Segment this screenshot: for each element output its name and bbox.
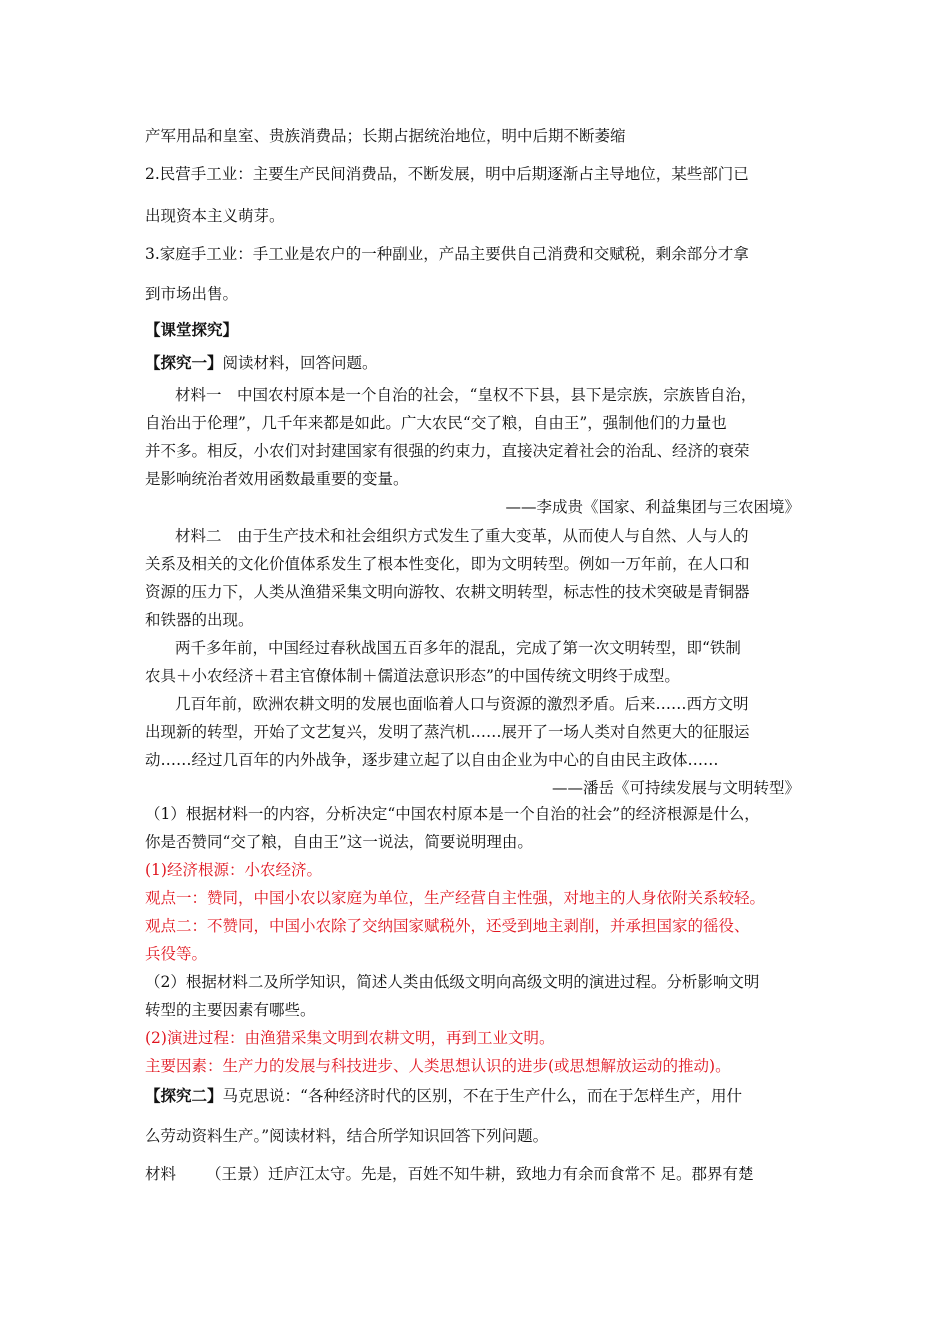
material-one-line: 材料一 中国农村原本是一个自治的社会，“皇权不下县，县下是宗族，宗族皆自治， (175, 386, 757, 404)
material-two-line: 关系及相关的文化价值体系发生了根本性变化，即为文明转型。例如一万年前，在人口和 (145, 555, 750, 573)
material-three-label: 材料 (145, 1165, 177, 1183)
inquiry-two-heading (145, 1086, 742, 1106)
material-one-line: 是影响统治者效用函数最重要的变量。 (145, 470, 409, 488)
material-two-line: 两千多年前，中国经过春秋战国五百多年的混乱，完成了第一次文明转型，即“铁制 (175, 639, 741, 657)
material-two-line: 材料二 由于生产技术和社会组织方式发生了重大变革，从而使人与自然、人与人的 (175, 527, 749, 545)
inquiry-two-label: 【探究二】 (145, 1086, 223, 1105)
text-line: 到市场出售。 (145, 285, 239, 303)
material-two-source: ——潘岳《可持续发展与文明转型》 (551, 779, 800, 797)
question-one-line: （1）根据材料一的内容，分析决定“中国农村原本是一个自治的社会”的经济根源是什么， (145, 805, 760, 823)
material-two-line: 出现新的转型，开始了文艺复兴，发明了蒸汽机……展开了一场人类对自然更大的征服运 (145, 723, 750, 741)
answer-one-line: 兵役等。 (145, 945, 208, 963)
inquiry-two-text: 马克思说：“各种经济时代的区别，不在于生产什么，而在于怎样生产，用什 (222, 1087, 742, 1105)
material-two-line: 农具＋小农经济＋君主官僚体制＋儒道法意识形态”的中国传统文明终于成型。 (145, 667, 680, 685)
answer-one-line: 观点一：赞同，中国小农以家庭为单位，生产经营自主性强，对地主的人身依附关系较轻。 (145, 889, 766, 907)
answer-one-line: 观点二：不赞同，中国小农除了交纳国家赋税外，还受到地主剥削，并承担国家的徭役、 (145, 917, 750, 935)
question-two-line: （2）根据材料二及所学知识，简述人类由低级文明向高级文明的演进过程。分析影响文明 (145, 973, 760, 991)
question-one-line: 你是否赞同“交了粮，自由王”这一说法，简要说明理由。 (145, 833, 533, 851)
inquiry-two-line: 么劳动资料生产。”阅读材料，结合所学知识回答下列问题。 (145, 1127, 549, 1145)
material-two-line: 和铁器的出现。 (145, 611, 254, 629)
answer-two-line: 主要因素：生产力的发展与科技进步、人类思想认识的进步(或思想解放运动的推动)。 (145, 1057, 731, 1075)
answer-two-line: (2)演进过程：由渔猎采集文明到农耕文明，再到工业文明。 (145, 1029, 555, 1047)
text-line: 出现资本主义萌芽。 (145, 207, 285, 225)
inquiry-one-label: 【探究一】 (145, 353, 223, 372)
text-line: 2.民营手工业：主要生产民间消费品，不断发展，明中后期逐渐占主导地位，某些部门已 (145, 165, 749, 183)
material-three-line (145, 1164, 753, 1184)
inquiry-one-heading (145, 353, 378, 373)
section-title: 【课堂探究】 (145, 320, 239, 339)
text-line: 产军用品和皇室、贵族消费品；长期占据统治地位，明中后期不断萎缩 (145, 127, 626, 145)
question-two-line: 转型的主要因素有哪些。 (145, 1001, 316, 1019)
material-two-line: 动……经过几百年的内外战争，逐步建立起了以自由企业为中心的自由民主政体…… (145, 751, 719, 769)
material-one-line: 自治出于伦理”，几千年来都是如此。广大农民“交了粮，自由王”，强制他们的力量也 (145, 414, 727, 432)
answer-one-line: (1)经济根源：小农经济。 (145, 861, 322, 879)
text-line: 3.家庭手工业：手工业是农户的一种副业，产品主要供自己消费和交赋税，剩余部分才拿 (145, 245, 749, 263)
material-three-text: （王景）迁庐江太守。先是，百姓不知牛耕，致地力有余而食常不 足。郡界有楚 (206, 1165, 754, 1183)
material-one-source: ——李成贵《国家、利益集团与三农困境》 (505, 498, 800, 516)
material-one-line: 并不多。相反，小农们对封建国家有很强的约束力，直接决定着社会的治乱、经济的衰荣 (145, 442, 750, 460)
inquiry-one-text: 阅读材料，回答问题。 (222, 354, 378, 372)
material-two-line: 几百年前，欧洲农耕文明的发展也面临着人口与资源的激烈矛盾。后来……西方文明 (175, 695, 749, 713)
material-two-line: 资源的压力下，人类从渔猎采集文明向游牧、农耕文明转型，标志性的技术突破是青铜器 (145, 583, 750, 601)
